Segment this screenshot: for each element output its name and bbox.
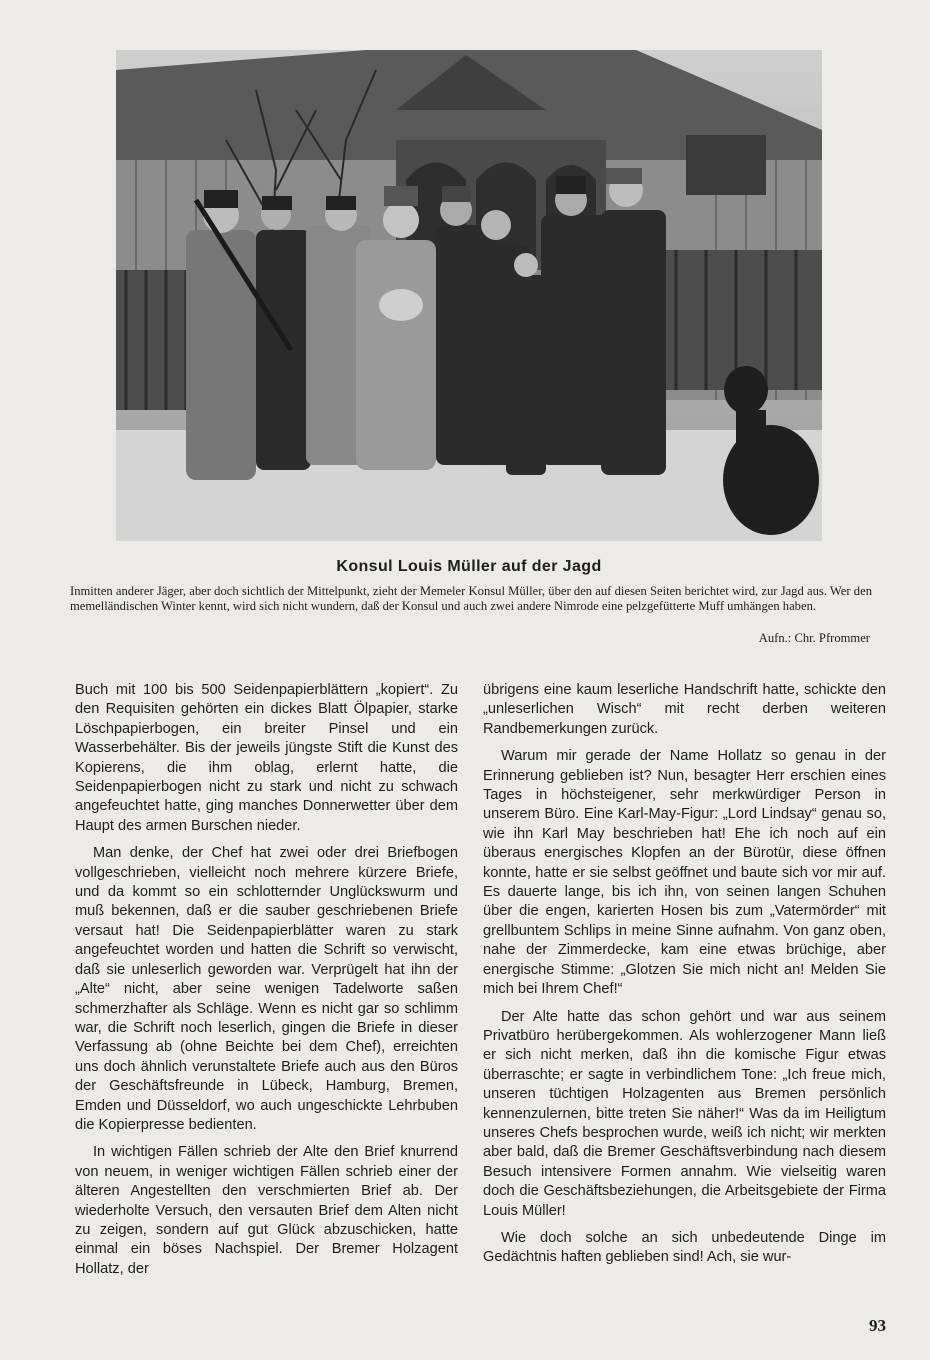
paragraph: Buch mit 100 bis 500 Seidenpapierblättern „kopiert“. Zu den Requisiten gehörten ein dickes Blatt Ölpapier, starke Löschpapierbogen, ein breiter Pinsel und ein Wasserbehälter. Bis der jeweils jüngste Stift die Kunst des Kopierens, die ihm oblag, erlernt hatte, die Seidenpapierbogen nicht zu stark und nicht zu schwach angefeuchtet hatte, ging manches Donnerwetter über dem Haupt des armen Burschen nieder. [75, 682, 458, 834]
photo-credit: Aufn.: Chr. Pfrommer [758, 631, 870, 645]
paragraph: Man denke, der Chef hat zwei oder drei Briefbogen vollgeschrieben, vielleicht noch mehrere kürzere Briefe, und da kommt so ein schlotternder Unglückswurm und muß bekennen, daß er die sauber geschriebenen Briefe versaut hat! Die Seidenpapierblätter waren zu stark angefeuchtet worden und hatten die Schrift so verwischt, daß sie unleserlich geworden war. Verprügelt hat ihn der „Alte“ nicht, aber seine wenigen Tadelworte saßen schmerzhafter als Schläge. Wenn es nicht gar so schlimm war, die Schrift noch leserlich, gingen die Briefe in dieser Verfassung ab (ohne Beichte bei dem Chef), erreichten uns doch ähnlich verunstaltete Briefe auch aus den Büros der Geschäftsfreunde in Lübeck, Hamburg, Bremen, Emden und Düsseldorf, wo auch ungeschickte Lehrbuben die Kopierpresse bedienten. [75, 845, 458, 1133]
paragraph: In wichtigen Fällen schrieb der Alte den Brief knurrend von neuem, in weniger wichtigen Fällen schrieb einer der älteren Angestellten den verschmierten Brief ab. Der wiederholte Versuch, den versauten Brief dem Alten nicht zu zeigen, sondern auf gut Glück abzuschicken, hatte einmal ein böses Nachspiel. Der Bremer Holzagent Hollatz, der [75, 1144, 458, 1277]
page-number: 93 [869, 1316, 886, 1335]
right-column [483, 681, 886, 1276]
caption-title: Konsul Louis Müller auf der Jagd [336, 558, 602, 575]
paragraph: Warum mir gerade der Name Hollatz so genau in der Erinnerung geblieben ist? Nun, besagter Herr erschien eines Tages in höchsteigener, sehr merkwürdiger Person in unserem Büro. Eine Karl-May-Figur: „Lord Lindsay“ genau so, wie ihn Karl May beschrieben hat! Ehe ich noch auf ein überaus energisches Klopfen an der Bürotür, diese öffnen konnte, hatte er sie selbst geöffnet und baute sich vor mir auf. Es dauerte lange, bis ich ihn, von seinen langen Schuhen über die engen, karierten Hosen bis zum „Vatermörder“ mit grellbuntem Schlips in meine Sinne aufnahm. Von ganz oben, nahe der Zimmerdecke, kam eine etwas brüchige, aber energische Stimme: „Glotzen Sie mich nicht an! Melden Sie mich bei Ihrem Chef!“ [483, 748, 886, 998]
paragraph: Der Alte hatte das schon gehört und war aus seinem Privatbüro herübergekommen. Als wohlerzogener Mann ließ er sich nicht merken, daß ihn die komische Figur etwas überraschte; er sagte in verbindlichem Tone: „Ich freue mich, unseren tüchtigen Holzagenten aus Bremen persönlich kennenzulernen, bitte treten Sie näher!“ Was da im Heiligtum unseres Chefs besprochen wurde, weiß ich nicht; wir merkten aber bald, daß die Bremer Geschäftsverbindung nach diesem Besuch intensivere Formen annahm. Wie vielseitig waren doch die Geschäftsbeziehungen, die Arbeitsgebiete der Firma Louis Müller! [483, 1008, 886, 1219]
paragraph: Wie doch solche an sich unbedeutende Dinge im Gedächtnis haften geblieben sind! Ach, sie wur- [483, 1229, 886, 1266]
paragraph: übrigens eine kaum leserliche Handschrift hatte, schickte den „unleserlichen Wisch“ mit recht derben weiteren Randbemerkungen zurück. [483, 682, 886, 737]
caption-text: Inmitten anderer Jäger, aber doch sichtlich der Mittelpunkt, zieht der Memeler Konsul Müller, über den auf diesen Seiten berichtet wird, zur Jagd aus. Wer den memelländischen Winter kennt, wird sich nicht wundern, daß der Konsul und auch zwei andere Nimrode eine pelzgefütterte Muff umhängen haben. [70, 584, 872, 614]
photo-illustration [116, 50, 822, 541]
left-column [75, 681, 458, 1287]
hunting-party-photo [116, 50, 822, 541]
